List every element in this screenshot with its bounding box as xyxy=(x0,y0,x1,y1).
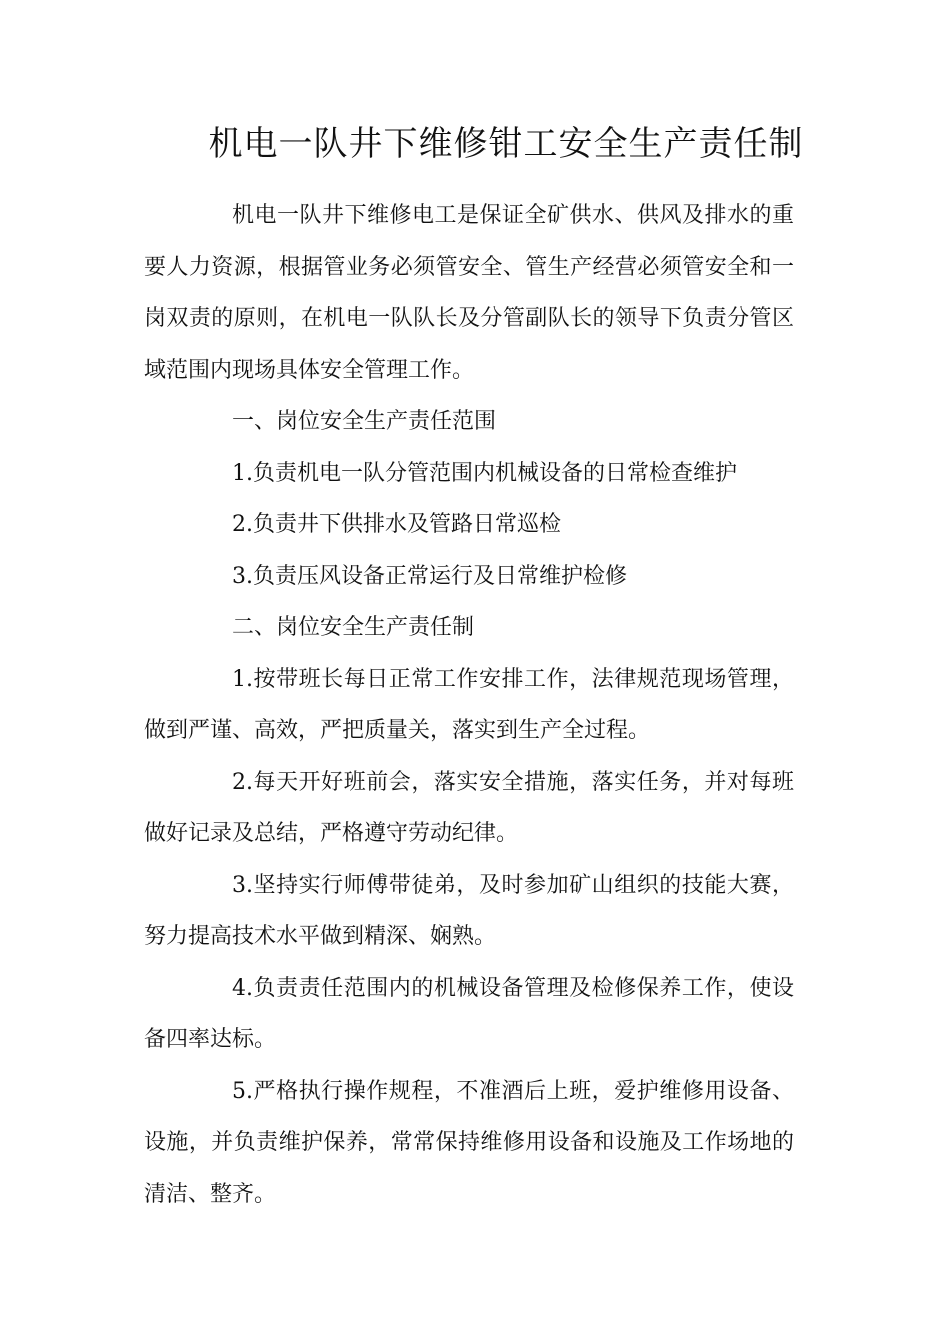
document-body xyxy=(144,190,794,1220)
document-title: 机电一队井下维修钳工安全生产责任制 xyxy=(208,124,804,164)
scope-item-2: 2.负责井下供排水及管路日常巡检 xyxy=(232,512,561,537)
section-heading-responsibility: 二、岗位安全生产责任制 xyxy=(232,615,475,640)
responsibility-item-1: 1.按带班长每日正常工作安排工作，法律规范现场管理，做到严谨、高效，严把质量关，落实到生产全过程。 xyxy=(144,666,794,743)
responsibility-item-3: 3.坚持实行师傅带徒弟，及时参加矿山组织的技能大赛，努力提高技术水平做到精深、娴熟。 xyxy=(144,872,794,949)
responsibility-item-4: 4.负责责任范围内的机械设备管理及检修保养工作，使设备四率达标。 xyxy=(144,975,794,1052)
intro-paragraph: 机电一队井下维修电工是保证全矿供水、供风及排水的重要人力资源，根据管业务必须管安全、管生产经营必须管安全和一岗双责的原则，在机电一队队长及分管副队长的领导下负责分管区域范围内现场具体安全管理工作。 xyxy=(144,203,794,383)
responsibility-item-5: 5.严格执行操作规程，不准酒后上班，爱护维修用设备、设施，并负责维护保养，常常保持维修用设备和设施及工作场地的清洁、整齐。 xyxy=(144,1078,794,1207)
scope-item-1: 1.负责机电一队分管范围内机械设备的日常检查维护 xyxy=(232,460,737,486)
responsibility-item-2: 2.每天开好班前会，落实安全措施，落实任务，并对每班做好记录及总结，严格遵守劳动纪律。 xyxy=(144,769,794,846)
scope-item-3: 3.负责压风设备正常运行及日常维护检修 xyxy=(232,563,627,589)
section-heading-scope: 一、岗位安全生产责任范围 xyxy=(232,409,497,434)
